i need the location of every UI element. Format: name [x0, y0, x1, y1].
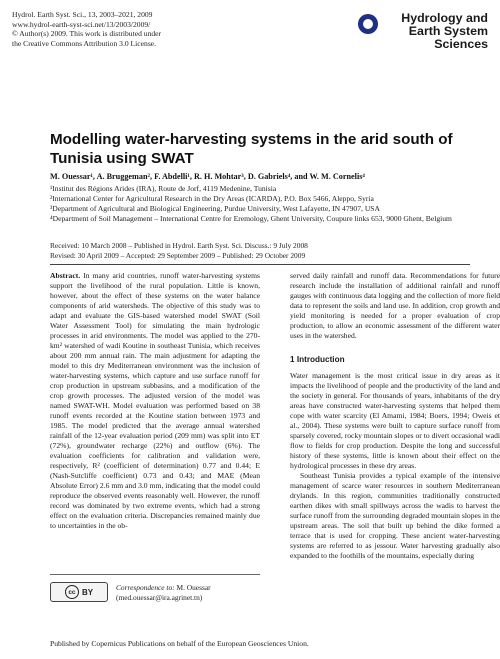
journal-logo — [358, 12, 488, 68]
left-column — [50, 271, 260, 531]
correspondence — [116, 583, 211, 602]
abstract-text: In many arid countries, runoff water-harvesting systems support the livelihood of the rural population. Little is known, however, about the effect of these systems on the water balance components of arid watersheds. The objective of this study was to adapt and evaluate the GIS-based watershed model SWAT (Soil Water Assessment Tool) for simulating the main hydrologic processes in arid environments. The model was applied to the 270-km² watershed of wadi Koutine in southeast Tunisia, which receives about 200 mm annual rain. The main adjustment for adapting the model to this dry Mediterranean environment was the inclusion of water-harvesting systems, which capture and use surface runoff for crop production in upstream subbasins, and a modification of the crop growth processes. The adjusted version of the model was named SWAT-WH. Model evaluation was performed based on 38 runoff events recorded at the Koutine station between 1973 and 1985. The model predicted that the average annual watershed rainfall of the 12-year evaluation period (209 mm) was split into ET (72%), groundwater recharge (22%) and outflow (6%). The evaluation coefficients for calibration and validation were, respectively, R² (coefficient of determination) 0.77 and 0.44; E (Nash-Sutcliffe coefficient) 0.73 and 0.43; and MAE (Mean Absolute Error) 2.6 mm and 3.0 mm, indicating that the model could reproduce the observed events reasonably well. However, the runoff record was dominated by two extreme events, which had a strong effect on the evaluation criteria. Discrepancies remained mainly due to uncertainties in the ob- — [50, 271, 261, 530]
right-column — [290, 271, 500, 561]
correspondence-name: M. Ouessar — [176, 583, 211, 592]
affiliation: ²International Center for Agricultural Research in the Dry Areas (ICARDA), P.O. Box 5466, Aleppo, Syria — [50, 194, 374, 203]
affiliation-list — [50, 184, 470, 224]
journal-citation: Hydrol. Earth Syst. Sci., 13, 2003–2021, 2009 — [12, 10, 153, 19]
creative-commons-badge[interactable] — [50, 582, 108, 602]
journal-logo-text — [401, 12, 488, 51]
correspondence-label: Correspondence to: — [116, 583, 175, 592]
journal-header — [12, 10, 272, 48]
section-heading-introduction: 1 Introduction — [290, 355, 345, 364]
publisher-footer: Published by Copernicus Publications on behalf of the European Geosciences Union. — [50, 639, 309, 648]
paper-title: Modelling water-harvesting systems in the arid south of Tunisia using SWAT — [50, 131, 453, 167]
footnote-divider — [50, 574, 260, 575]
abstract — [50, 271, 260, 531]
journal-url[interactable]: www.hydrol-earth-syst-sci.net/13/2003/2009/ — [12, 19, 151, 29]
copyright-line: © Author(s) 2009. This work is distributed under — [12, 29, 162, 39]
abstract-label: Abstract. — [50, 271, 81, 280]
correspondence-box — [50, 574, 260, 604]
egu-logo-icon — [358, 14, 378, 34]
cc-icon: cc — [65, 585, 79, 599]
intro-paragraph: Southeast Tunisia provides a typical example of the intensive management of scarce water resources in southern Mediterranean drylands. In this region, communities traditionally constructed earthen dikes with small spillways across the wadis to harvest the surface runoff from the surrounding degraded mountain slopes in the upstream areas. The soil that built up behind the dike formed a terrace that is used for cropping. These ancient water-harvesting systems are referred to as jessour. Water harvesting gradually also expanded to the foothills of the mountains, especially during — [290, 471, 500, 560]
intro-paragraph: Water management is the most critical issue in dry areas as it impacts the livelihood of people and the productivity of the land and the society in general. For thousands of years, inhabitants of the dry areas have constructed water-harvesting systems that helped them cope with water scarcity (El Amami, 1984; Boers, 1994; Oweis et al., 2004). These systems were built to capture surface runoff from sparsely covered, rocky mountain slopes or to divert occasional wadi flow to fields for crop production. Despite the long and successful history of these systems, little is known about their effect on the hydrological processes in these dry areas. — [290, 371, 500, 470]
logo-line: Earth System — [408, 24, 488, 38]
author-list: M. Ouessar¹, A. Bruggeman², F. Abdelli¹, R. H. Mohtar³, D. Gabriels⁴, and W. M. Cornelis⁴ — [50, 172, 365, 181]
publication-dates — [50, 241, 470, 261]
revised-line: Revised: 30 April 2009 – Accepted: 29 September 2009 – Published: 29 October 2009 — [50, 251, 306, 260]
affiliation: ³Department of Agricultural and Biological Engineering, Purdue University, West Lafayette, IN 47907, USA — [50, 204, 381, 213]
by-label: BY — [81, 587, 94, 597]
license-line: the Creative Commons Attribution 3.0 License. — [12, 38, 157, 48]
divider — [50, 264, 470, 265]
affiliation: ¹Institut des Régions Arides (IRA), Route de Jorf, 4119 Medenine, Tunisia — [50, 184, 277, 193]
logo-line: Hydrology and — [401, 11, 488, 25]
received-line: Received: 10 March 2008 – Published in Hydrol. Earth Syst. Sci. Discuss.: 9 July 2008 — [50, 241, 308, 250]
correspondence-email[interactable]: (med.ouessar@ira.agrinet.tn) — [116, 592, 203, 602]
abstract-continuation: served daily rainfall and runoff data. Recommendations for future research include the installation of additional rainfall and runoff gauges with continuous data logging and the collection of more field data to represent the soils and land use. In addition, crop growth and yield monitoring is needed for a proper evaluation of crop production, to allow an economic assessment of the different water uses in the watershed. — [290, 271, 500, 340]
logo-line: Sciences — [434, 37, 488, 51]
affiliation: ⁴Department of Soil Management – International Centre for Eremology, Ghent University, Coupure links 653, 9000 Ghent, Belgium — [50, 214, 452, 223]
